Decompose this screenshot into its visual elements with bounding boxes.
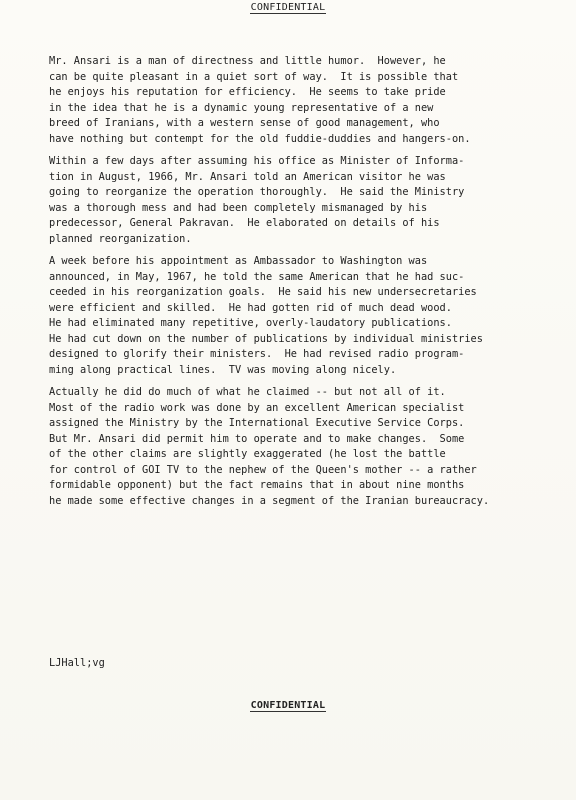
typist-initials: LJHall;vg — [49, 657, 105, 669]
paragraph-line: can be quite pleasant in a quiet sort of way. It is possible that — [49, 70, 459, 83]
paragraph-line: planned reorganization. — [49, 232, 192, 245]
paragraph-line: Most of the radio work was done by an excellent American specialist — [49, 401, 465, 414]
paragraph-line: assigned the Ministry by the International Executive Service Corps. — [49, 417, 465, 429]
paragraph-line: announced, in May, 1967, he told the same American that he had suc- — [49, 270, 465, 283]
paragraph-line: was a thorough mess and had been completely mismanaged by his — [49, 201, 428, 214]
paragraph-line: for control of GOI TV to the nephew of the Queen's mother -- a rather — [49, 463, 477, 476]
paragraph-4 — [49, 385, 569, 509]
paragraph-line: have nothing but contempt for the old fuddie-duddies and hangers-on. — [49, 132, 471, 145]
paragraph-line: tion in August, 1966, Mr. Ansari told an American visitor he was — [49, 170, 446, 183]
paragraph-3 — [49, 254, 569, 378]
paragraph-line: He had cut down on the number of publications by individual ministries — [49, 332, 483, 345]
paragraph-line: in the idea that he is a dynamic young representative of a new — [49, 101, 434, 114]
classification-footer-text: CONFIDENTIAL — [250, 700, 326, 711]
paragraph-line: ming along practical lines. TV was moving along nicely. — [49, 363, 397, 376]
paragraph-line: breed of Iranians, with a western sense of good management, who — [49, 117, 440, 129]
paragraph-line: Within a few days after assuming his office as Minister of Informa- — [49, 155, 465, 167]
paragraph-line: he enjoys his reputation for efficiency. He seems to take pride — [49, 86, 446, 98]
paragraph-line: Mr. Ansari is a man of directness and little humor. However, he — [49, 55, 446, 67]
paragraph-line: He had eliminated many repetitive, overly-laudatory publications. — [49, 317, 452, 329]
paragraph-2 — [49, 154, 569, 247]
paragraph-1 — [49, 54, 569, 147]
paragraph-line: designed to glorify their ministers. He had revised radio program- — [49, 348, 465, 360]
paragraph-line: he made some effective changes in a segment of the Iranian bureaucracy. — [49, 494, 490, 507]
classification-header — [0, 2, 576, 14]
paragraph-line: formidable opponent) but the fact remains that in about nine months — [49, 479, 465, 491]
paragraph-line: of the other claims are slightly exaggerated (he lost the battle — [49, 448, 446, 460]
paragraph-line: predecessor, General Pakravan. He elaborated on details of his — [49, 217, 440, 229]
paragraph-line: A week before his appointment as Ambassador to Washington was — [49, 255, 428, 267]
paragraph-line: Actually he did do much of what he claimed -- but not all of it. — [49, 386, 446, 398]
paragraph-line: going to reorganize the operation thoroughly. He said the Ministry — [49, 186, 465, 198]
classification-header-text: CONFIDENTIAL — [250, 2, 326, 13]
classification-footer — [0, 700, 576, 712]
paragraph-line: But Mr. Ansari did permit him to operate and to make changes. Some — [49, 432, 465, 445]
paragraph-line: were efficient and skilled. He had gotten rid of much dead wood. — [49, 301, 452, 314]
paragraph-line: ceeded in his reorganization goals. He said his new undersecretaries — [49, 286, 477, 298]
